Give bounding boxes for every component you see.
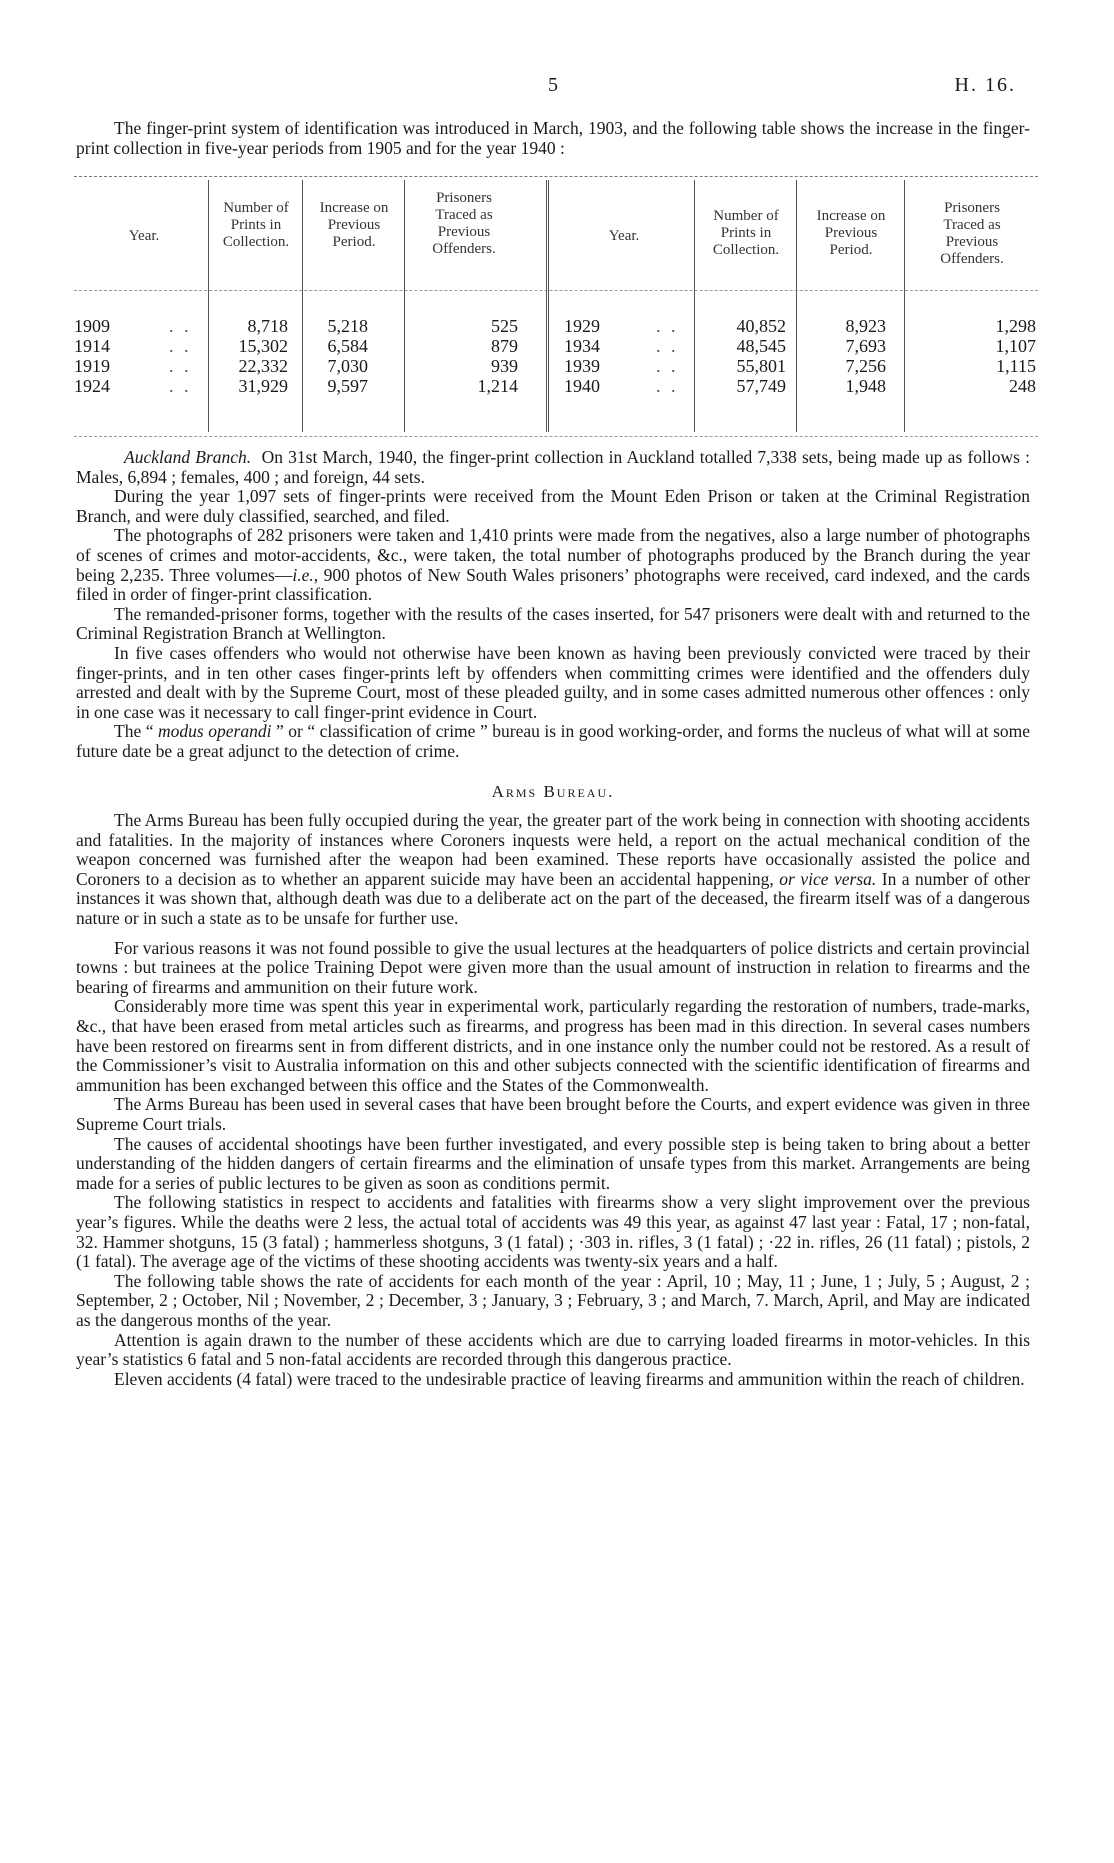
leader-dots: . . [656, 316, 679, 336]
auckland-text: The “ [114, 721, 159, 742]
cell-increase: 8,923 [845, 316, 886, 336]
auckland-paragraph-2: During the year 1,097 sets of finger-prints were received from the Mount Eden Prison or taken at the Criminal Registration Branch, and were duly classified, searched, and filed. [76, 486, 1030, 526]
auckland-text: 900 photos of New South Wales prisoners’ photographs were received, card indexed, and the cards filed in order of finger-print classification. [76, 564, 1030, 605]
arms-text: In a number of other instances it was shown that, although death was due to a deliberate act on the part of the deceased, the firearm itself was of a dangerous nature or in such a state as to be unsafe for further use. [76, 868, 1030, 929]
header-traced-line: Offenders. [940, 251, 1004, 267]
header-traced-line: Prisoners [436, 190, 492, 206]
cell-traced: 1,298 [995, 316, 1036, 336]
auckland-paragraph-5: In five cases offenders who would not otherwise have been known as having been previously convicted were traced by their finger-prints, and in ten other cases finger-prints left by offenders when committing crimes were identified and the offenders duly arrested and dealt with by the Supreme Court, most of these pleaded guilty, and in some cases admitted numerous other offences : only in one case was it necessary to call finger-print evidence in Court. [76, 642, 1030, 722]
header-traced-line: Offenders. [432, 241, 496, 257]
leader-dots: . . [169, 336, 192, 356]
table-divider [208, 180, 209, 432]
header-prints-line: Collection. [712, 242, 780, 258]
header-prints-line: Prints in [230, 217, 282, 233]
auckland-paragraph-4: The remanded-prisoner forms, together with the results of the cases inserted, for 547 prisoners were dealt with and returned to the Criminal Registration Branch at Wellington. [76, 603, 1030, 644]
cell-traced: 1,107 [995, 336, 1036, 356]
page-header [0, 74, 1114, 104]
header-increase-line: Previous [327, 217, 381, 233]
header-traced [408, 190, 520, 258]
auckland-paragraph-6 [76, 722, 1030, 761]
cell-prints: 31,929 [238, 376, 288, 396]
leader-dots: . . [169, 316, 192, 336]
cell-prints: 22,332 [238, 356, 288, 376]
table-rule-header [74, 290, 1038, 291]
auckland-branch-label: Auckland Branch. [124, 447, 252, 467]
header-increase-line: Previous [824, 225, 878, 241]
body-text [76, 448, 1030, 1389]
header-traced-line: Previous [437, 224, 491, 240]
arms-paragraph-2: For various reasons it was not found possible to give the usual lectures at the headquarters of police districts and certain provincial towns : but trainees at the police Training Depot were given more than the usual amount of instruction in relation to firearms and the bearing of firearms and ammunition on their future work. [76, 937, 1030, 997]
header-prints-line: Number of [713, 208, 779, 224]
cell-increase: 7,693 [845, 336, 886, 356]
cell-prints: 57,749 [736, 376, 786, 396]
cell-prints: 40,852 [736, 316, 786, 336]
header-traced-line: Prisoners [944, 200, 1000, 216]
header-increase-line: Increase on [816, 208, 886, 224]
arms-bureau-heading [76, 782, 1030, 802]
header-prints [696, 208, 796, 259]
leader-dots: . . [656, 356, 679, 376]
cell-year: 1914 [74, 336, 110, 356]
header-prints [210, 200, 302, 251]
arms-paragraph-5: The causes of accidental shootings have been further investigated, and every possible step is being taken to bring about a better understanding of the hidden dangers of certain firearms and the elimination of unsafe types from this market. Arrangements are being made for a series of public lectures to be given as soon as conditions permit. [76, 1133, 1030, 1193]
leader-dots: . . [169, 376, 192, 396]
cell-year: 1919 [74, 356, 110, 376]
cell-year: 1929 [564, 316, 600, 336]
cell-increase: 1,948 [845, 376, 886, 396]
page-number: 5 [548, 74, 558, 96]
header-traced-line: Previous [945, 234, 999, 250]
document-reference: H. 16. [954, 74, 1016, 96]
cell-year: 1940 [564, 376, 600, 396]
header-increase-line: Period. [829, 242, 873, 258]
arms-paragraph-3: Considerably more time was spent this year in experimental work, particularly regarding the restoration of numbers, trade-marks, &c., that have been erased from metal articles such as firearms, and progress has been mad in this direction. In several cases numbers have been restored on firearms sent in from different districts, and in one instance only the number could not be restored. As a result of the Commissioner’s visit to Australia information on this and other subjects connected with the scientific identification of firearms and ammunition has been exchanged between this office and the States of the Commonwealth. [76, 996, 1030, 1095]
cell-prints: 8,718 [247, 316, 288, 336]
table-divider [404, 180, 405, 432]
table-divider [796, 180, 797, 432]
cell-increase: 5,218 [327, 316, 368, 336]
cell-increase: 9,597 [327, 376, 368, 396]
cell-year: 1939 [564, 356, 600, 376]
header-increase [304, 200, 404, 251]
cell-increase: 7,030 [327, 356, 368, 376]
table-double-divider [546, 180, 549, 432]
leader-dots: . . [656, 376, 679, 396]
header-prints-line: Prints in [720, 225, 772, 241]
cell-prints: 55,801 [736, 356, 786, 376]
header-increase-line: Period. [332, 234, 376, 250]
header-traced-line: Traced as [435, 207, 493, 223]
cell-prints: 15,302 [238, 336, 288, 356]
header-year: Year. [608, 228, 640, 244]
auckland-text: On 31st March, 1940, the finger-print collection in Auckland totalled 7,338 sets, being made up as follows : Males, 6,894 ; females, 400 ; and foreign, 44 sets. [76, 447, 1031, 487]
arms-bureau-heading-text: Arms Bureau. [491, 781, 615, 801]
header-traced-line: Traced as [943, 217, 1001, 233]
auckland-text: ” or “ classification of crime ” bureau is in good working-order, and forms the nucleus of what will at some future date be a great adjunct to the detection of crime. [76, 721, 1031, 761]
modus-operandi-term: modus operandi [158, 721, 272, 742]
cell-prints: 48,545 [736, 336, 786, 356]
arms-text: The Arms Bureau has been fully occupied during the year, the greater part of the work being in connection with shooting accidents and fatalities. In the majority of instances where Coroners inquests were held, a report on the actual mechanical condition of the weapon concerned was furnished after the weapon had been examined. These reports have occasionally assisted the police and Coroners to a decision as to whether an apparent suicide may have been an accidental happening, [76, 810, 1030, 889]
arms-paragraph-7: The following table shows the rate of accidents for each month of the year : April, 10 ; May, 11 ; June, 1 ; July, 5 ; August, 2 ; September, 2 ; October, Nil ; November, 2 ; December, 3 ; January, 3 ; February, 3 ; and March, 7. March, April, and May are indicated as the dangerous months of the year. [76, 1270, 1030, 1330]
cell-traced: 248 [1009, 376, 1036, 396]
cell-year: 1924 [74, 376, 110, 396]
header-increase-line: Increase on [319, 200, 389, 216]
arms-paragraph-8: Attention is again drawn to the number of these accidents which are due to carrying loaded firearms in motor-vehicles. In this year’s statistics 6 fatal and 5 non-fatal accidents are recorded through this dangerous practice. [76, 1329, 1030, 1370]
finger-print-table [74, 176, 1038, 438]
leader-dots: . . [169, 356, 192, 376]
cell-traced: 939 [491, 356, 518, 376]
cell-traced: 1,214 [477, 376, 518, 396]
cell-year: 1909 [74, 316, 110, 336]
auckland-paragraph-1 [76, 448, 1030, 487]
auckland-paragraph-3 [76, 526, 1030, 604]
auckland-text: The photographs of 282 prisoners were taken and 1,410 prints were made from the negatives, also a large number of photographs of scenes of crimes and motor-accidents, &c., were taken, the total number of photographs produced by the Branch during the year being 2,235. Three volumes— [76, 525, 1030, 585]
arms-paragraph-9: Eleven accidents (4 fatal) were traced to the undesirable practice of leaving firearms and ammunition within the reach of children. [114, 1368, 1025, 1389]
table-rule-bottom [74, 436, 1038, 437]
header-prints-line: Collection. [222, 234, 290, 250]
leader-dots: . . [656, 336, 679, 356]
cell-year: 1934 [564, 336, 600, 356]
cell-traced: 879 [491, 336, 518, 356]
header-prints-line: Number of [223, 200, 289, 216]
arms-paragraph-6: The following statistics in respect to accidents and fatalities with firearms show a very slight improvement over the previous year’s figures. While the deaths were 2 less, the actual total of accidents was 49 this year, as against 47 last year : Fatal, 17 ; non-fatal, 32. Hammer shotguns, 15 (3 fatal) ; hammerless shotguns, 3 (1 fatal) ; ·303 in. rifles, 3 (1 fatal) ; ·22 in. rifles, 26 (11 fatal) ; pistols, 2 (1 fatal). The average age of the victims of these shooting accidents was twenty-six years and a half. [76, 1192, 1030, 1272]
arms-paragraph-4: The Arms Bureau has been used in several cases that have been brought before the Courts, and expert evidence was given in three Supreme Court trials. [76, 1094, 1030, 1134]
intro-paragraph: The finger-print system of identification was introduced in March, 1903, and the following table shows the increase in the finger-print collection in five-year periods from 1905 and for the year 1940 : [76, 118, 1030, 158]
header-increase [798, 208, 904, 259]
header-year: Year. [128, 228, 160, 244]
ie-abbrev: i.e., [292, 564, 319, 585]
table-divider [302, 180, 303, 432]
cell-increase: 7,256 [845, 356, 886, 376]
vice-versa-term: or vice versa. [779, 868, 877, 889]
arms-paragraph-1 [76, 811, 1030, 929]
cell-traced: 1,115 [996, 356, 1036, 376]
cell-increase: 6,584 [327, 336, 368, 356]
cell-traced: 525 [491, 316, 518, 336]
header-traced [906, 200, 1038, 268]
table-divider [904, 180, 905, 432]
table-rule-top [74, 176, 1038, 177]
table-divider [694, 180, 695, 432]
